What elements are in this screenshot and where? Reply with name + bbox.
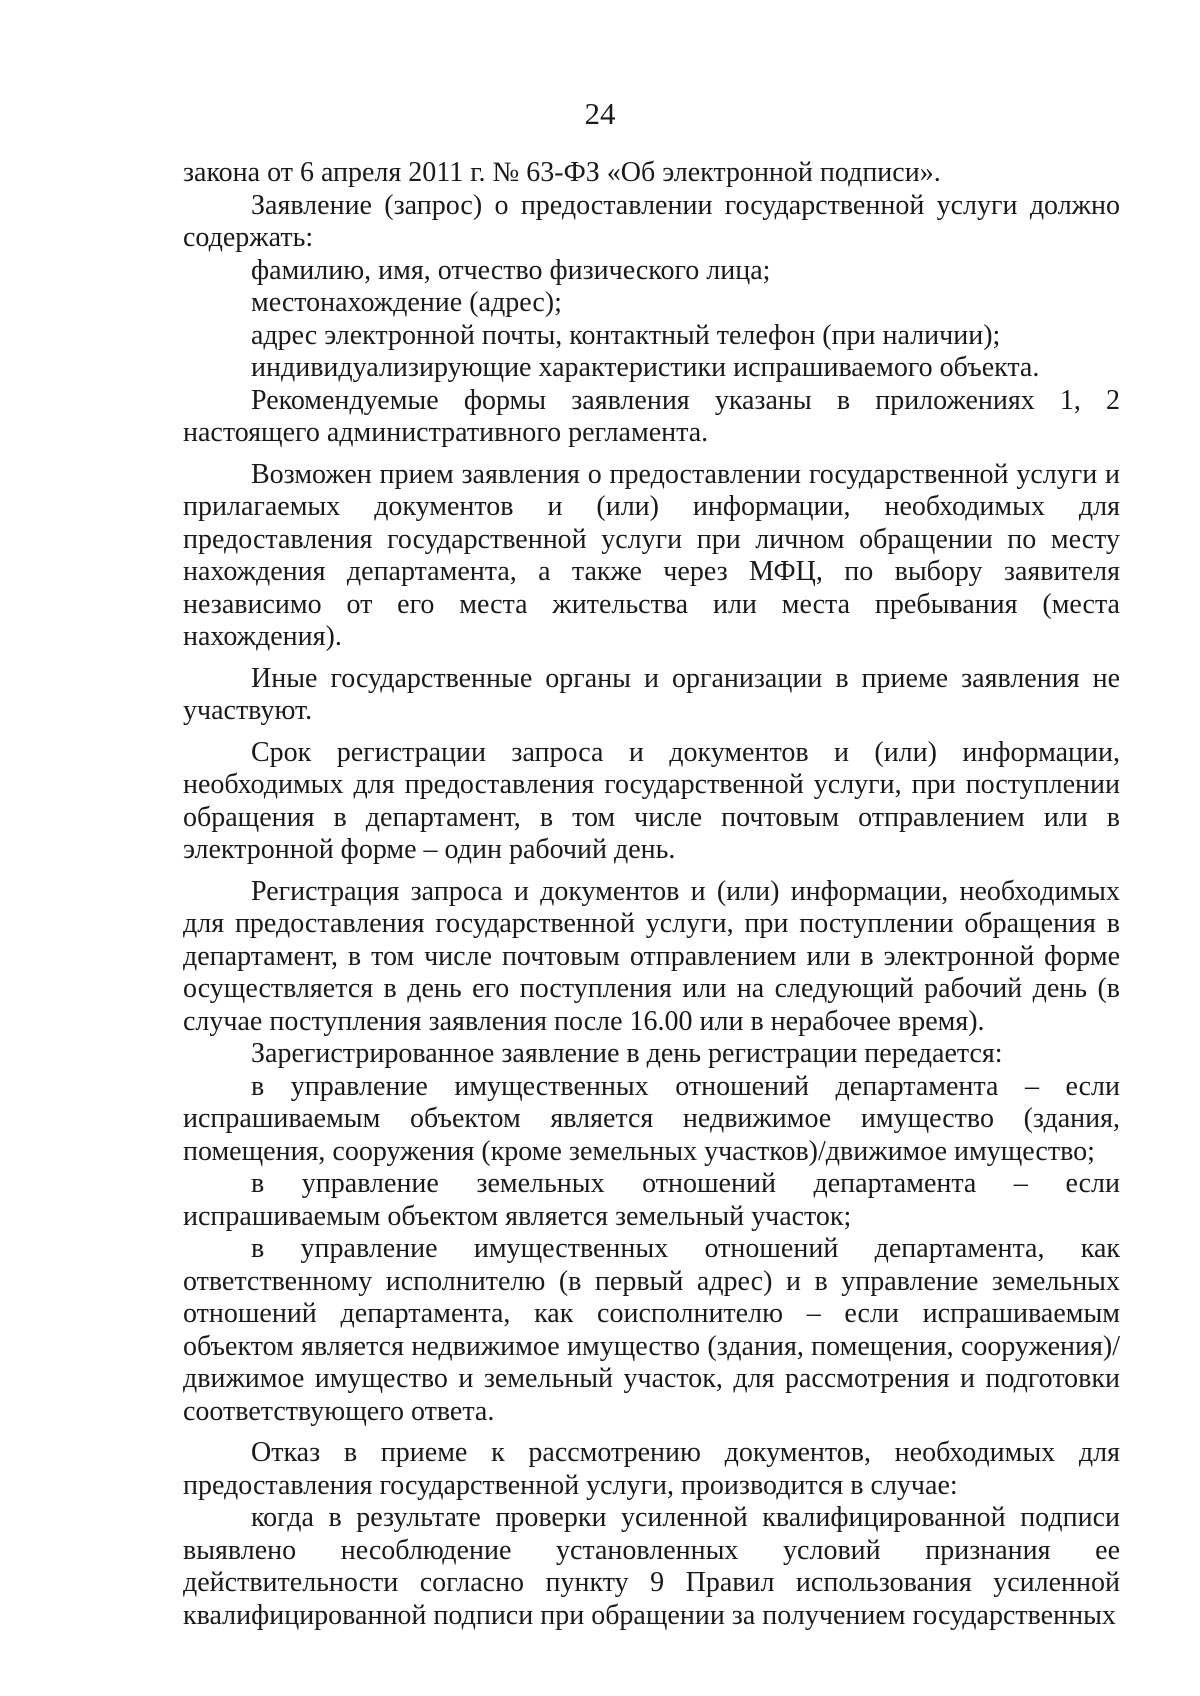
- page-number: 24: [584, 96, 616, 131]
- paragraph-recommended-forms: Рекомендуемые формы заявления указаны в приложениях 1, 2 настоящего административного регламента.: [183, 384, 1120, 448]
- list-item-property-department: в управление имущественных отношений департамента – если испрашиваемым объектом является недвижимое имущество (здания, помещения, сооружения (кроме земельных участков)/движимое имущество;: [183, 1070, 1120, 1167]
- list-item-land-department: в управление земельных отношений департамента – если испрашиваемым объектом является земельный участок;: [183, 1168, 1120, 1232]
- list-item-object-characteristics: индивидуализирующие характеристики испрашиваемого объекта.: [251, 352, 1040, 383]
- paragraph-transfer-intro: Зарегистрированное заявление в день регистрации передается:: [251, 1038, 1003, 1069]
- paragraph-registration-procedure: Регистрация запроса и документов и (или) информации, необходимых для предоставления государственной услуги, при поступлении обращения в департамент, в том числе почтовым отправлением или в электронной форме осуществляется в день его поступления или на следующий рабочий день (в случае поступления заявления после 16.00 или в нерабочее время).: [183, 875, 1120, 1037]
- list-item-contacts: адрес электронной почты, контактный телефон (при наличии);: [251, 319, 1001, 351]
- paragraph-application-contents: Заявление (запрос) о предоставлении государственной услуги должно содержать:: [183, 189, 1120, 253]
- list-item-full-name: фамилию, имя, отчество физического лица;: [251, 254, 771, 286]
- list-item-address: местонахождение (адрес);: [251, 287, 562, 318]
- paragraph-other-bodies: Иные государственные органы и организации в приеме заявления не участвуют.: [183, 662, 1120, 726]
- paragraph-application-reception: Возможен прием заявления о предоставлении государственной услуги и прилагаемых документов и (или) информации, необходимых для предоставления государственной услуги при личном обращении по месту нахождения департамента, а также через МФЦ, по выбору заявителя независимо от его места жительства или места пребывания (места нахождения).: [183, 458, 1120, 652]
- paragraph-registration-term: Срок регистрации запроса и документов и (или) информации, необходимых для предоставления государственной услуги, при поступлении обращения в департамент, в том числе почтовым отправлением или в электронной форме – один рабочий день.: [183, 736, 1120, 865]
- list-item-joint-handling: в управление имущественных отношений департамента, как ответственному исполнителю (в первый адрес) и в управление земельных отношений департамента, как соисполнителю – если испрашиваемым объектом является недвижимое имущество (здания, помещения, сооружения)/ движимое имущество и земельный участок, для рассмотрения и подготовки соответствующего ответа.: [183, 1233, 1120, 1427]
- list-item-signature-check: когда в результате проверки усиленной квалифицированной подписи выявлено несоблюдение установленных условий признания ее действительности согласно пункту 9 Правил использования усиленной квалифицированной подписи при обращении за получением государственных: [183, 1502, 1120, 1631]
- document-body: [183, 157, 1120, 1632]
- paragraph-law-reference: закона от 6 апреля 2011 г. № 63-ФЗ «Об электронной подписи».: [183, 157, 941, 188]
- paragraph-refusal-cases: Отказ в приеме к рассмотрению документов, необходимых для предоставления государственной услуги, производится в случае:: [183, 1437, 1120, 1501]
